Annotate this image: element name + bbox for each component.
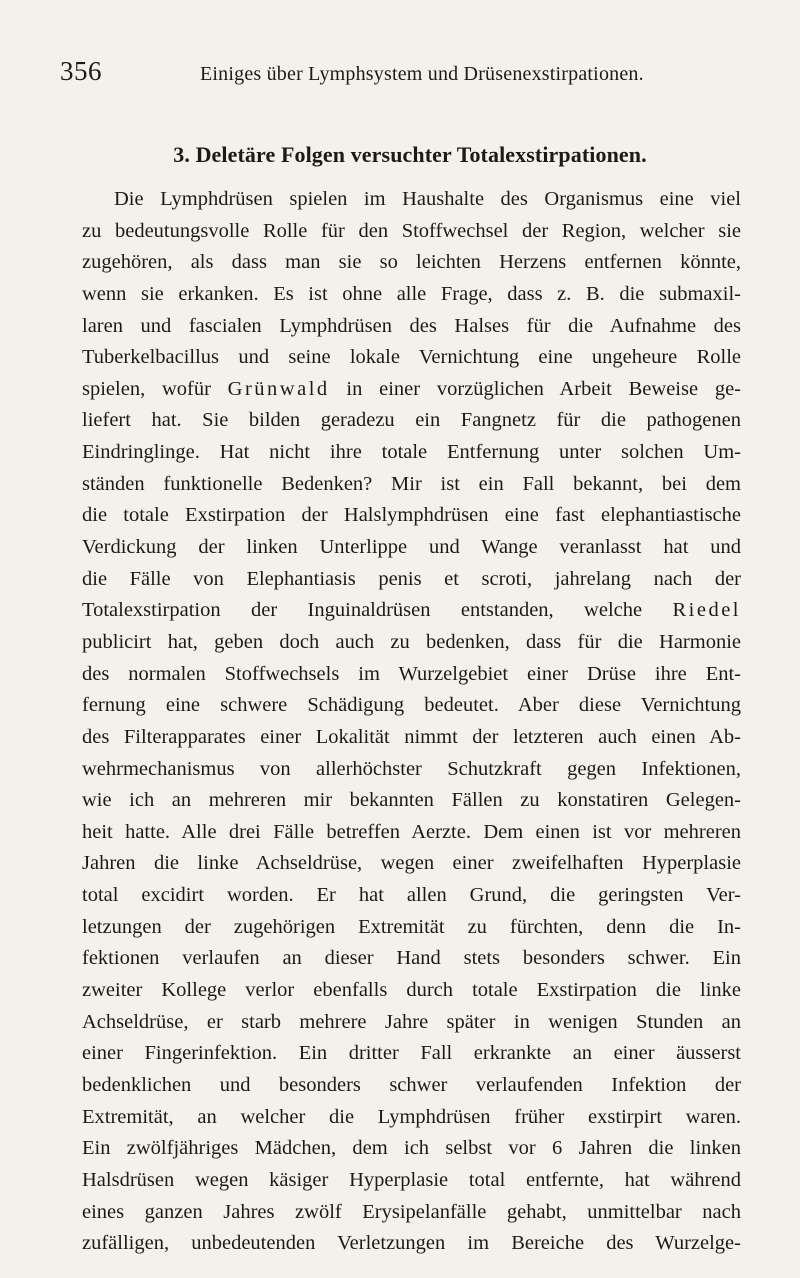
- text-line: heit hatte. Alle drei Fälle betreffen Aerzte. Dem einen ist vor mehreren: [82, 820, 741, 843]
- text-line: bedenklichen und besonders schwer verlaufenden Infektion der: [82, 1073, 741, 1096]
- section-heading: 3. Deletäre Folgen versuchter Totalexstirpationen.: [173, 142, 647, 167]
- text-line: Halsdrüsen wegen käsiger Hyperplasie total entfernte, hat während: [82, 1168, 741, 1191]
- text-line: wie ich an mehreren mir bekannten Fällen zu konstatiren Gelegen-: [82, 789, 741, 812]
- text-line: liefert hat. Sie bilden geradezu ein Fangnetz für die pathogenen: [82, 409, 741, 432]
- text-line: Ein zwölfjähriges Mädchen, dem ich selbst vor 6 Jahren die linken: [82, 1137, 741, 1160]
- text-line: wehrmechanismus von allerhöchster Schutzkraft gegen Infektionen,: [82, 757, 741, 780]
- running-head: [60, 56, 750, 92]
- text-line: publicirt hat, geben doch auch zu bedenken, dass für die Harmonie: [82, 630, 741, 653]
- text-line: des Filterapparates einer Lokalität nimmt der letzteren auch einen Ab-: [82, 725, 741, 748]
- text-line: Verdickung der linken Unterlippe und Wange veranlasst hat und: [82, 536, 741, 559]
- text-line: fektionen verlaufen an dieser Hand stets besonders schwer. Ein: [82, 947, 741, 970]
- text-line: Achseldrüse, er starb mehrere Jahre später in wenigen Stunden an: [82, 1010, 741, 1033]
- text-line: Jahren die linke Achseldrüse, wegen einer zweifelhaften Hyperplasie: [82, 852, 741, 875]
- text-line: die Fälle von Elephantiasis penis et scroti, jahrelang nach der: [82, 567, 741, 590]
- text-line: zugehören, als dass man sie so leichten Herzens entfernen könnte,: [82, 251, 741, 274]
- text-line: die totale Exstirpation der Halslymphdrüsen eine fast elephantiastische: [82, 504, 741, 527]
- body-text: [82, 184, 741, 1260]
- text-line: zweiter Kollege verlor ebenfalls durch totale Exstirpation die linke: [82, 979, 741, 1002]
- text-line: zufälligen, unbedeutenden Verletzungen im Bereiche des Wurzelge-: [82, 1232, 741, 1255]
- page-number: 356: [60, 56, 102, 86]
- running-title: Einiges über Lymphsystem und Drüsenexstirpationen.: [200, 63, 644, 85]
- text-line: fernung eine schwere Schädigung bedeutet. Aber diese Vernichtung: [82, 694, 741, 717]
- text-line: Tuberkelbacillus und seine lokale Vernichtung eine ungeheure Rolle: [82, 346, 741, 369]
- text-fragment: in einer vorzüglichen Arbeit Beweise ge-: [329, 377, 741, 400]
- text-line: wenn sie erkanken. Es ist ohne alle Frage, dass z. B. die submaxil-: [82, 282, 741, 305]
- text-line: zu bedeutungsvolle Rolle für den Stoffwechsel der Region, welcher sie: [82, 219, 741, 242]
- text-line: Eindringlinge. Hat nicht ihre totale Entfernung unter solchen Um-: [82, 441, 741, 464]
- text-line-with-name: [82, 374, 741, 406]
- text-line: letzungen der zugehörigen Extremität zu fürchten, denn die In-: [82, 915, 741, 938]
- text-fragment: Totalexstirpation der Inguinaldrüsen entstanden, welche: [82, 599, 673, 622]
- text-line: laren und fascialen Lymphdrüsen des Halses für die Aufnahme des: [82, 314, 741, 337]
- text-line: des normalen Stoffwechsels im Wurzelgebiet einer Drüse ihre Ent-: [82, 662, 741, 685]
- author-name: Grünwald: [227, 377, 330, 400]
- text-line: ständen funktionelle Bedenken? Mir ist ein Fall bekannt, bei dem: [82, 472, 741, 495]
- text-line: Extremität, an welcher die Lymphdrüsen früher exstirpirt waren.: [82, 1105, 741, 1128]
- text-line: total excidirt worden. Er hat allen Grund, die geringsten Ver-: [82, 884, 741, 907]
- author-name: Riedel: [672, 599, 741, 622]
- text-line-with-name: [82, 595, 741, 627]
- text-line: Die Lymphdrüsen spielen im Haushalte des Organismus eine viel: [114, 188, 741, 210]
- text-line: einer Fingerinfektion. Ein dritter Fall erkrankte an einer äusserst: [82, 1042, 741, 1065]
- text-fragment: spielen, wofür: [82, 377, 228, 400]
- text-line: eines ganzen Jahres zwölf Erysipelanfälle gehabt, unmittelbar nach: [82, 1200, 741, 1223]
